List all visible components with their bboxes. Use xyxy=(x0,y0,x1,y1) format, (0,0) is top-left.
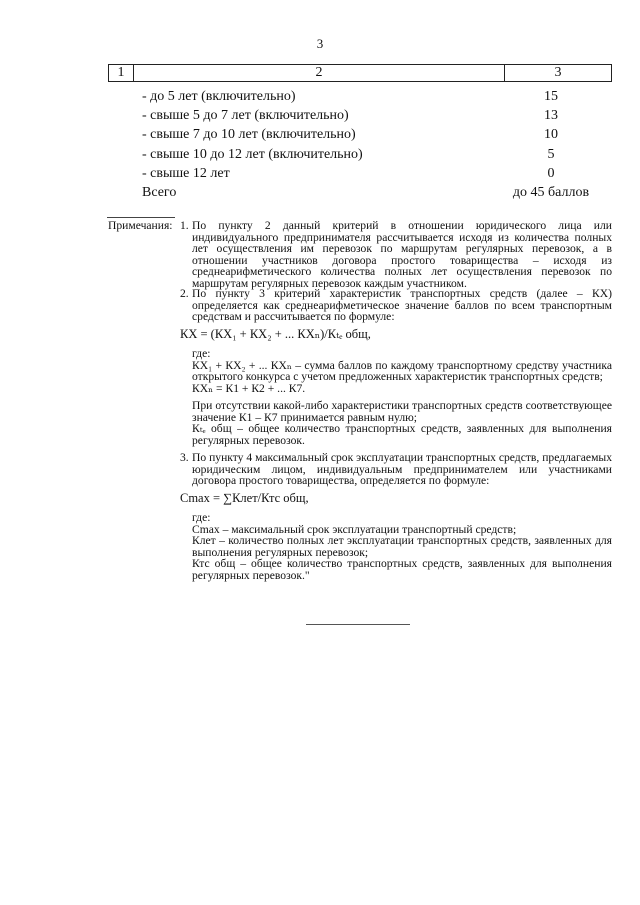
note-number: 3. xyxy=(180,451,189,464)
definition: Сmax – максимальный срок эксплуатации транспортный средств; xyxy=(192,522,517,536)
row-value: 5 xyxy=(547,147,555,162)
note-2 xyxy=(180,288,612,446)
table-row xyxy=(0,166,640,186)
definition: При отсутствии какой-либо характеристики транспортных средств соответствующее значение К1 – К7 принимается равным нулю; xyxy=(192,399,612,424)
row-label: - свыше 10 до 12 лет (включительно) xyxy=(142,147,363,162)
definition: КХ₁ + КХ₂ + ... КХₙ – сумма баллов по каждому транспортному средству участника открытого конкурса с учетом предложенных характеристик транспортных средств; xyxy=(192,358,612,383)
definition: Кₜₑ общ – общее количество транспортных средств, заявленных для выполнения регулярных перевозок. xyxy=(192,422,612,447)
formula-kx: КХ = (КХ₁ + КХ₂ + ... КХₙ)/Кₜₑ общ, xyxy=(180,326,371,341)
row-value: 15 xyxy=(544,89,558,104)
row-label: Всего xyxy=(142,185,177,200)
page-number: 3 xyxy=(316,36,324,51)
row-label: - свыше 7 до 10 лет (включительно) xyxy=(142,127,356,142)
definition: Клет – количество полных лет эксплуатации транспортных средств, заявленных для выполнения регулярных перевозок; xyxy=(192,534,612,559)
note-text: По пункту 3 критерий характеристик транспортных средств (далее – КХ) определяется как среднеарифметическое значение баллов по всем транспортным средствам и рассчитывается по формуле: xyxy=(192,287,612,323)
table-row xyxy=(0,89,640,109)
row-value: 10 xyxy=(544,127,558,142)
row-label: - до 5 лет (включительно) xyxy=(142,89,296,104)
end-line xyxy=(306,624,410,625)
formula-cmax: Сmax = ∑Клет/Ктс общ, xyxy=(180,490,309,505)
where-label: где: xyxy=(192,511,211,524)
table-row xyxy=(0,147,640,167)
table-row xyxy=(0,127,640,147)
where-label: где: xyxy=(192,347,211,360)
definition: Ктс общ – общее количество транспортных средств, заявленных для выполнения регулярных перевозок." xyxy=(192,557,612,582)
header-col-1: 1 xyxy=(109,65,134,82)
note-text: По пункту 2 данный критерий в отношении юридического лица или индивидуального предпринимателя рассчитывается исходя из количества полных лет осуществления им перевозок по маршрутам регулярных перевозок, а в отношении участников договора простого товарищества – исходя из среднеарифметического количества полных лет осуществления перевозок по маршрутам регулярных перевозок каждым участником. xyxy=(192,219,612,290)
table-row-total xyxy=(0,185,640,205)
note-3 xyxy=(180,452,612,581)
table-header xyxy=(108,64,612,82)
row-label: - свыше 5 до 7 лет (включительно) xyxy=(142,108,349,123)
row-label: - свыше 12 лет xyxy=(142,166,230,181)
notes-label: Примечания: xyxy=(108,219,173,232)
row-value: 0 xyxy=(547,166,555,181)
note-text: По пункту 4 максимальный срок эксплуатации транспортных средств, предлагаемых юридическим лицом, индивидуальным предпринимателем или участниками договора простого товарищества, определяется по формуле: xyxy=(192,451,612,487)
row-value: до 45 баллов xyxy=(512,185,590,200)
definition: КХₙ = К1 + К2 + ... К7. xyxy=(192,381,306,395)
note-number: 2. xyxy=(180,287,189,300)
notes-separator xyxy=(107,217,175,218)
header-col-2: 2 xyxy=(134,65,505,82)
note-number: 1. xyxy=(180,219,189,232)
header-col-3: 3 xyxy=(505,65,612,82)
note-1 xyxy=(180,220,612,289)
table-row xyxy=(0,108,640,128)
row-value: 13 xyxy=(544,108,558,123)
